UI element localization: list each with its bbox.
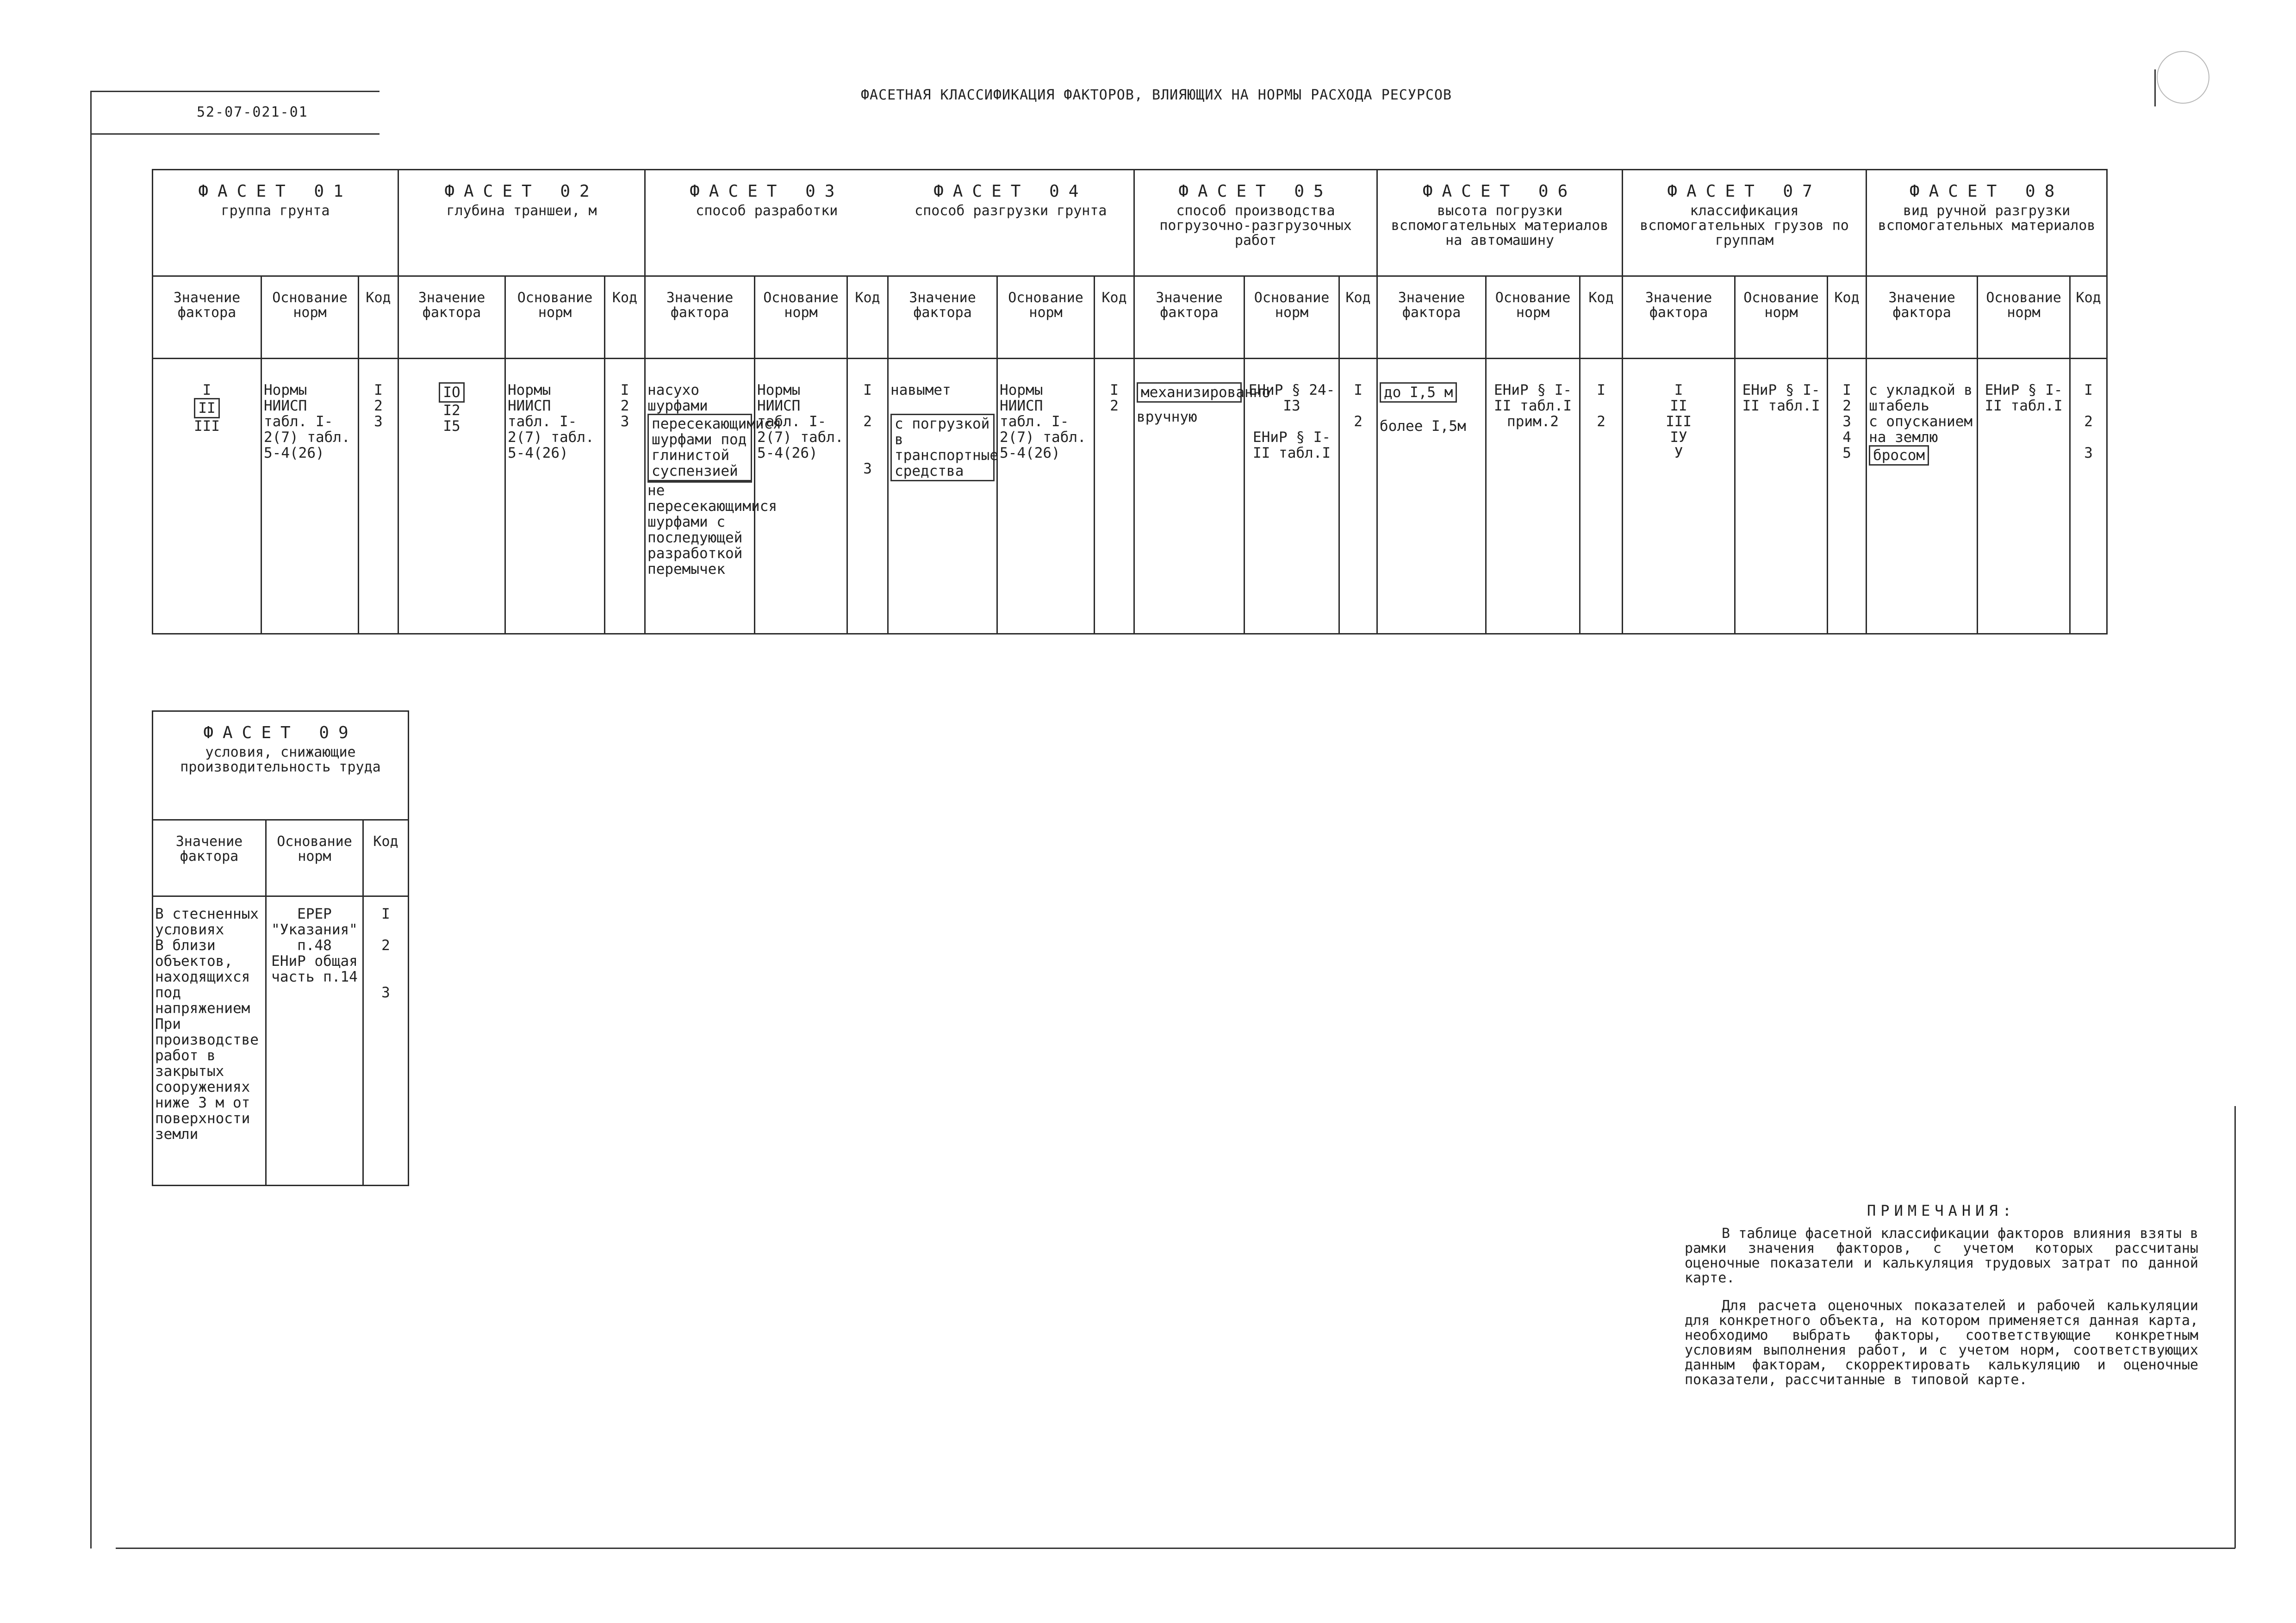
facet-06-header: ФАСЕТ 06 высота погрузки вспомогательных материалов на автомашину bbox=[1377, 170, 1623, 276]
facet-03-header: ФАСЕТ 03 способ разработки bbox=[645, 170, 888, 276]
col-header-value: Значение фактора bbox=[398, 276, 505, 359]
facet-07-header: ФАСЕТ 07 классификация вспомогательных грузов по группам bbox=[1623, 170, 1867, 276]
facet-08-basis: ЕНиР § I-II табл.I bbox=[1978, 359, 2070, 634]
col-header-code: Код bbox=[1580, 276, 1623, 359]
col-header-basis: Основание норм bbox=[755, 276, 847, 359]
col-header-code: Код bbox=[1339, 276, 1377, 359]
facet-05-basis: ЕНиР § 24-I3 ЕНиР § I-II табл.I bbox=[1244, 359, 1339, 634]
notes-block bbox=[1685, 1203, 2198, 1400]
col-header-code: Код bbox=[1828, 276, 1867, 359]
col-header-code: Код bbox=[847, 276, 888, 359]
facet-02-codes: I 2 3 bbox=[605, 359, 645, 634]
col-header-basis: Основание норм bbox=[266, 820, 363, 896]
col-header-code: Код bbox=[1095, 276, 1134, 359]
col-header-basis: Основание норм bbox=[261, 276, 359, 359]
page-stamp bbox=[2157, 51, 2209, 104]
facet-table-main bbox=[152, 169, 2108, 634]
col-header-code: Код bbox=[363, 820, 409, 896]
col-header-value: Значение фактора bbox=[1867, 276, 1978, 359]
facet-06-codes: I 2 bbox=[1580, 359, 1623, 634]
facet-03-codes: I 2 3 bbox=[847, 359, 888, 634]
facet-04-values: навымет с погрузкой в транспортные средства bbox=[888, 359, 997, 634]
facet-09-codes: I 2 3 bbox=[363, 896, 409, 1186]
col-header-basis: Основание норм bbox=[505, 276, 605, 359]
frame-top-left bbox=[90, 91, 380, 92]
facet-03-basis: Нормы НИИСП табл. I-2(7) табл. 5-4(26) bbox=[755, 359, 847, 634]
facet-08-header: ФАСЕТ 08 вид ручной разгрузки вспомогательных материалов bbox=[1867, 170, 2107, 276]
facet-04-codes: I 2 bbox=[1095, 359, 1134, 634]
facet-01-codes: I 2 3 bbox=[359, 359, 398, 634]
facet-07-basis: ЕНиР § I-II табл.I bbox=[1735, 359, 1828, 634]
facet-09-table bbox=[152, 710, 409, 1186]
facet-06-values: до I,5 м более I,5м bbox=[1377, 359, 1486, 634]
col-header-value: Значение фактора bbox=[1623, 276, 1735, 359]
facet-05-header: ФАСЕТ 05 способ производства погрузочно-разгрузочных работ bbox=[1134, 170, 1377, 276]
facet-02-values: IO I2 I5 bbox=[398, 359, 505, 634]
col-header-code: Код bbox=[359, 276, 398, 359]
col-header-value: Значение фактора bbox=[645, 276, 755, 359]
facet-01-basis: Нормы НИИСП табл. I-2(7) табл. 5-4(26) bbox=[261, 359, 359, 634]
frame-right bbox=[2234, 1106, 2236, 1548]
col-header-basis: Основание норм bbox=[997, 276, 1095, 359]
col-header-value: Значение фактора bbox=[1134, 276, 1244, 359]
facet-04-header: ФАСЕТ 04 способ разгрузки грунта bbox=[888, 170, 1134, 276]
facet-02-basis: Нормы НИИСП табл. I-2(7) табл. 5-4(26) bbox=[505, 359, 605, 634]
frame-docnum-underline bbox=[90, 133, 380, 135]
col-header-code: Код bbox=[605, 276, 645, 359]
document-number: 52-07-021-01 bbox=[197, 104, 308, 120]
col-header-value: Значение фактора bbox=[1377, 276, 1486, 359]
notes-paragraph-2: Для расчета оценочных показателей и рабочей калькуляции для конкретного объекта, на котором применяется данная карта, необходимо выбрать факторы, соответствующие конкретным условиям выполнения работ, и с учетом норм, соответствующих данным факторам, скорректировать калькуляцию и оценочные показатели, рассчитанные в типовой карте. bbox=[1685, 1298, 2198, 1388]
facet-09-values: В стесненных условиях В близи объектов, находящихся под напряжением При производстве работ в закрытых сооружениях ниже 3 м от поверхности земли bbox=[153, 896, 266, 1186]
facet-05-values: механизированно вручную bbox=[1134, 359, 1244, 634]
page-title: ФАСЕТНАЯ КЛАССИФИКАЦИЯ ФАКТОРОВ, ВЛИЯЮЩИХ НА НОРМЫ РАСХОДА РЕСУРСОВ bbox=[861, 87, 1452, 103]
col-header-basis: Основание норм bbox=[1978, 276, 2070, 359]
facet-04-basis: Нормы НИИСП табл. I-2(7) табл. 5-4(26) bbox=[997, 359, 1095, 634]
facet-03-values: насухо шурфами пересекающимися шурфами под глинистой суспензией не пересекающимися шурфами с последующей разработкой перемычек bbox=[645, 359, 755, 634]
facet-07-codes: I 2 3 4 5 bbox=[1828, 359, 1867, 634]
facet-06-basis: ЕНиР § I-II табл.I прим.2 bbox=[1486, 359, 1580, 634]
facet-09-header: ФАСЕТ 09 условия, снижающие производительность труда bbox=[153, 711, 409, 820]
col-header-code: Код bbox=[2070, 276, 2107, 359]
facet-09-basis: ЕРЕР "Указания" п.48 ЕНиР общая часть п.14 bbox=[266, 896, 363, 1186]
facet-08-values: с укладкой в штабель с опусканием на землю бросом bbox=[1867, 359, 1978, 634]
facet-02-header: ФАСЕТ 02 глубина траншеи, м bbox=[398, 170, 645, 276]
col-header-value: Значение фактора bbox=[888, 276, 997, 359]
notes-heading: ПРИМЕЧАНИЯ: bbox=[1867, 1202, 2016, 1219]
facet-01-values: I II III bbox=[153, 359, 261, 634]
frame-bottom bbox=[116, 1548, 2235, 1549]
col-header-basis: Основание норм bbox=[1244, 276, 1339, 359]
col-header-value: Значение фактора bbox=[153, 276, 261, 359]
frame-right-top bbox=[2154, 69, 2156, 106]
facet-01-header: ФАСЕТ 01 группа грунта bbox=[153, 170, 398, 276]
facet-08-codes: I 2 3 bbox=[2070, 359, 2107, 634]
facet-05-codes: I 2 bbox=[1339, 359, 1377, 634]
col-header-basis: Основание норм bbox=[1486, 276, 1580, 359]
col-header-basis: Основание норм bbox=[1735, 276, 1828, 359]
facet-07-values: I II III IУ У bbox=[1623, 359, 1735, 634]
col-header-value: Значение фактора bbox=[153, 820, 266, 896]
notes-paragraph-1: В таблице фасетной классификации факторов влияния взяты в рамки значения факторов, с учетом которых рассчитаны оценочные показатели и калькуляция трудовых затрат по данной карте. bbox=[1685, 1225, 2198, 1286]
frame-left bbox=[90, 91, 92, 1548]
